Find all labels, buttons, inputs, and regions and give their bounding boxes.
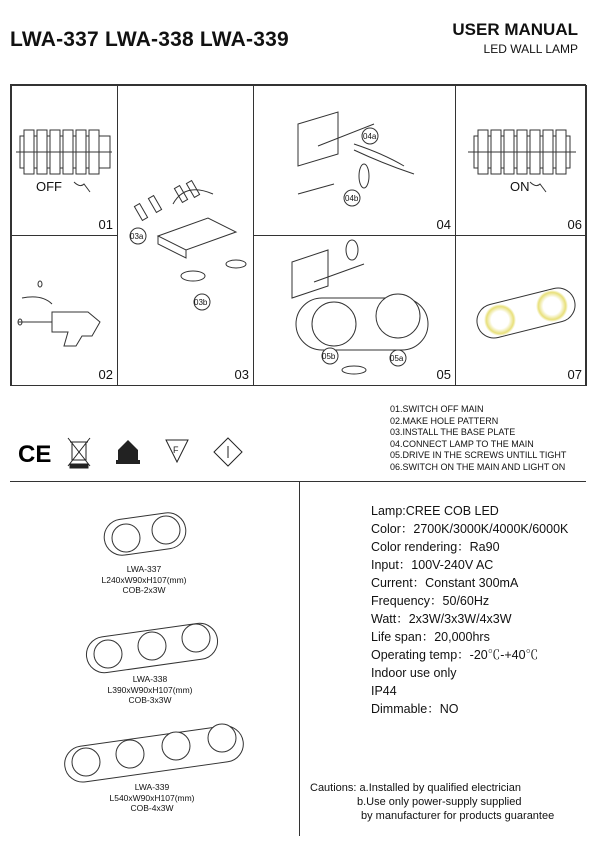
instruction-grid bbox=[10, 84, 586, 386]
document-title: LWA-337 LWA-338 LWA-339 bbox=[10, 28, 289, 51]
callout-03a: 03a bbox=[130, 232, 144, 241]
panel-03 bbox=[117, 85, 254, 386]
panel-number: 01 bbox=[98, 217, 113, 232]
product-type: LED WALL LAMP bbox=[483, 42, 578, 56]
spec-lamp: Lamp:CREE COB LED bbox=[371, 504, 499, 518]
step-item: 06.SWITCH ON THE MAIN AND LIGHT ON bbox=[390, 461, 566, 472]
panel-number: 06 bbox=[567, 217, 582, 232]
breaker-off-illustration bbox=[12, 86, 117, 235]
installation-steps bbox=[390, 404, 566, 473]
ce-mark-icon: CE bbox=[18, 441, 52, 468]
spec-input: Input：100V-240V AC bbox=[371, 558, 494, 572]
panel-06 bbox=[455, 85, 587, 236]
model-lwa-337: LWA-337 L240xW90xH107(mm) COB-2x3W bbox=[101, 564, 187, 595]
callout-05b: 05b bbox=[322, 352, 336, 361]
spec-indoor: Indoor use only bbox=[371, 666, 457, 680]
spec-ip: IP44 bbox=[371, 684, 397, 698]
caution-line: b.Use only power-supply supplied bbox=[357, 796, 522, 808]
step-item: 03.INSTALL THE BASE PLATE bbox=[390, 427, 516, 437]
step-item: 05.DRIVE IN THE SCREWS UNTILL TIGHT bbox=[390, 450, 567, 460]
off-label: OFF bbox=[36, 179, 62, 194]
specifications bbox=[371, 502, 568, 718]
panel-number: 05 bbox=[436, 367, 451, 382]
drill-illustration bbox=[12, 236, 117, 385]
certification-icons bbox=[18, 436, 258, 470]
column-divider bbox=[299, 481, 300, 836]
spec-rendering: Color rendering：Ra90 bbox=[371, 540, 500, 554]
spec-color: Color：2700K/3000K/4000K/6000K bbox=[371, 522, 569, 536]
panel-number: 04 bbox=[436, 217, 451, 232]
callout-03b: 03b bbox=[194, 298, 208, 307]
spec-dimmable: Dimmable：NO bbox=[371, 702, 459, 716]
wiring-illustration bbox=[254, 86, 455, 235]
lamp-lit-illustration bbox=[456, 236, 586, 385]
f-mark-icon bbox=[166, 440, 188, 462]
indoor-use-icon bbox=[116, 440, 140, 464]
weee-bin-icon bbox=[68, 438, 90, 468]
caution-line: by manufacturer for products guarantee bbox=[361, 810, 555, 822]
spec-frequency: Frequency：50/60Hz bbox=[371, 594, 490, 608]
callout-04b: 04b bbox=[345, 194, 359, 203]
step-item: 01.SWITCH OFF MAIN bbox=[390, 404, 484, 414]
panel-04 bbox=[253, 85, 456, 236]
on-label: ON bbox=[510, 179, 530, 194]
panel-05 bbox=[253, 235, 456, 386]
callout-04a: 04a bbox=[363, 132, 377, 141]
class-ii-diamond-icon bbox=[214, 438, 242, 466]
spec-lifespan: Life span：20,000hrs bbox=[371, 630, 490, 644]
model-lwa-338: LWA-338 L390xW90xH107(mm) COB-3x3W bbox=[107, 674, 193, 705]
caution-line: Cautions: a.Installed by qualified electrician bbox=[310, 782, 521, 794]
panel-01 bbox=[11, 85, 118, 236]
step-item: 02.MAKE HOLE PATTERN bbox=[390, 415, 499, 426]
model-lwa-339: LWA-339 L540xW90xH107(mm) COB-4x3W bbox=[109, 782, 195, 813]
svg-text:F: F bbox=[173, 445, 179, 455]
panel-07 bbox=[455, 235, 587, 386]
models-illustration bbox=[0, 482, 299, 832]
lamp-lwa-338-drawing bbox=[84, 621, 220, 675]
panel-02 bbox=[11, 235, 118, 386]
lamp-mount-illustration bbox=[254, 236, 455, 385]
spec-current: Current：Constant 300mA bbox=[371, 576, 519, 590]
panel-number: 03 bbox=[234, 367, 249, 382]
models-panel bbox=[0, 482, 299, 832]
callout-05a: 05a bbox=[390, 354, 404, 363]
lamp-lwa-339-drawing bbox=[62, 724, 245, 785]
manual-label: USER MANUAL bbox=[452, 20, 578, 39]
cautions bbox=[310, 781, 554, 823]
panel-number: 07 bbox=[567, 367, 582, 382]
spec-temp: Operating temp：-20℃-+40℃ bbox=[371, 648, 539, 662]
breaker-on-illustration bbox=[456, 86, 586, 235]
step-item: 04.CONNECT LAMP TO THE MAIN bbox=[390, 438, 534, 449]
panel-number: 02 bbox=[98, 367, 113, 382]
spec-watt: Watt：2x3W/3x3W/4x3W bbox=[371, 612, 512, 626]
lamp-lwa-337-drawing bbox=[102, 510, 188, 557]
